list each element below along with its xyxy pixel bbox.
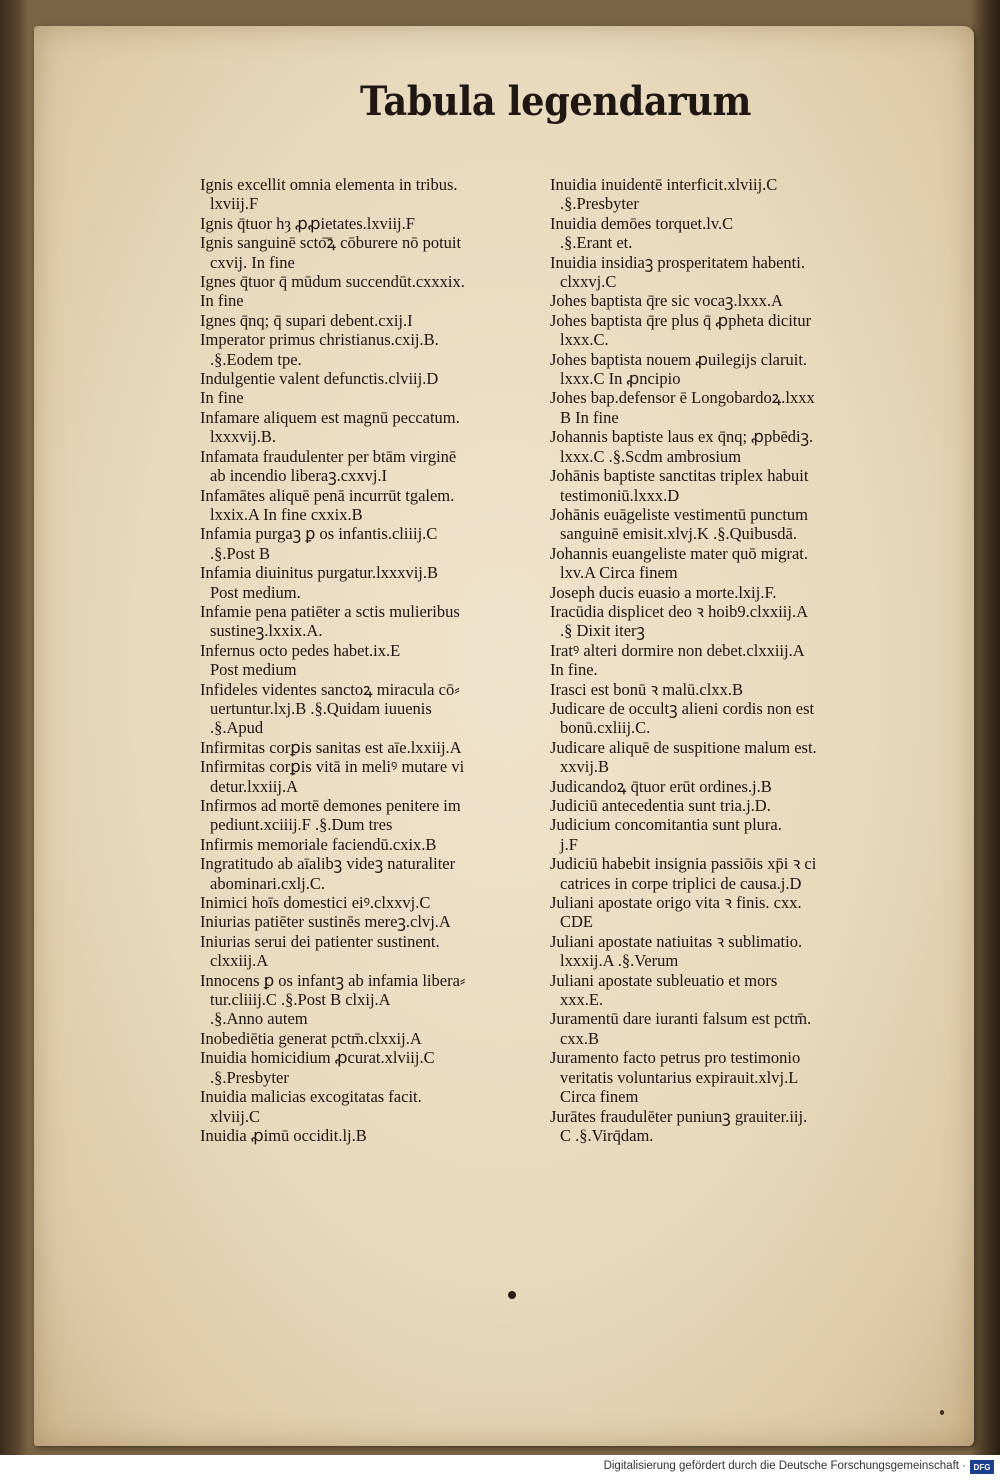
- index-entry-line: Imperator primus christianus.cxij.B.: [200, 330, 439, 350]
- index-entry-line: C .§.Virq̄dam.: [560, 1125, 654, 1145]
- index-column-left: [200, 175, 530, 1145]
- index-entry-line: uertuntur.lxj.B .§.Quidam iuuenis: [210, 698, 432, 718]
- index-entry-line: lxxx.C.: [560, 330, 609, 350]
- index-entry-line: Inimici hoīs domestici eiꝰ.clxxvj.C: [200, 893, 431, 913]
- index-entry-line: Infernus octo pedes habet.ix.E: [200, 640, 401, 660]
- index-entry-line: sanguinē emisit.xlvj.K .§.Quibusdā.: [560, 524, 797, 544]
- index-entry-line: .§.Erant et.: [560, 233, 633, 253]
- index-entry-line: CDE: [560, 912, 593, 932]
- index-entry-line: bonū.cxliij.C.: [560, 718, 651, 738]
- index-entry-line: Innocens ꝑ os infantꝫ ab infamia libera⸗: [200, 970, 466, 990]
- index-entry-line: Circa finem: [560, 1087, 639, 1107]
- index-entry-line: Juramentū dare iuranti falsum est pctm̄.: [550, 1009, 812, 1029]
- index-entry-line: Johes baptista q̄re sic vocaꝫ.lxxx.A: [550, 291, 783, 311]
- index-entry-line: Infamata fraudulenter per btām virginē: [200, 446, 457, 466]
- index-entry-line: clxxvj.C: [560, 272, 617, 292]
- index-entry-line: .§.Presbyter: [560, 194, 639, 214]
- index-entry-line: detur.lxxiij.A: [210, 776, 298, 796]
- index-entry-line: cxx.B: [560, 1028, 599, 1048]
- index-entry-line: Johes bap.defensor ē Longobardoꝝ.lxxx: [550, 388, 815, 408]
- index-entry-line: In fine.: [550, 660, 598, 680]
- index-entry-line: Infamātes aliquē penā incurrūt tgalem.: [200, 485, 455, 505]
- index-entry-line: Johannis euangeliste mater quō migrat.: [550, 543, 808, 563]
- index-entry-line: Post medium: [210, 660, 297, 680]
- ink-dot: [508, 1291, 516, 1299]
- index-entry-line: Post medium.: [210, 582, 301, 602]
- ink-mark: [940, 1410, 944, 1415]
- index-entry-line: .§.Post B: [210, 543, 271, 563]
- index-entry-line: Ingratitudo ab aīalibꝫ videꝫ naturaliter: [200, 854, 456, 874]
- index-entry-line: Irasci est bonū ꝛ malū.clxx.B: [550, 679, 743, 699]
- index-entry-line: lxxxij.A .§.Verum: [560, 951, 679, 971]
- index-entry-line: Inuidia insidiaꝫ prosperitatem habenti.: [550, 252, 805, 272]
- index-entry-line: Infamia purgaꝫ ꝑ os infantis.cliiij.C: [200, 524, 438, 544]
- index-entry-line: testimoniū.lxxx.D: [560, 485, 680, 505]
- index-entry-line: Judiciū habebit insignia passiōis xp̄i ꝛ ci: [550, 854, 817, 874]
- index-entry-line: Inuidia malicias excogitatas facit.: [200, 1087, 422, 1107]
- index-entry-line: cxvij. In fine: [210, 252, 295, 272]
- index-entry-line: Infirmitas corꝑis sanitas est aīe.lxxiij.A: [200, 737, 462, 757]
- index-entry-line: Infamia diuinitus purgatur.lxxxvij.B: [200, 563, 439, 583]
- index-entry-line: lxv.A Circa finem: [560, 563, 678, 583]
- index-entry-line: lxviij.F: [210, 194, 259, 214]
- index-entry-line: Ignes q̄tuor q̄ mūdum succendūt.cxxxix.: [200, 272, 465, 292]
- index-entry-line: abominari.cxlj.C.: [210, 873, 326, 893]
- index-entry-line: Iniurias serui dei patienter sustinent.: [200, 931, 440, 951]
- index-entry-line: Iniurias patiēter sustinēs mereꝫ.clvj.A: [200, 912, 451, 932]
- index-entry-line: Juliani apostate natiuitas ꝛ sublimatio.: [550, 931, 803, 951]
- dfg-logo-icon: DFG: [970, 1460, 994, 1474]
- index-entry-line: Johānis euāgeliste vestimentū punctum: [550, 504, 808, 524]
- index-entry-line: pediunt.xciiij.F .§.Dum tres: [210, 815, 393, 835]
- index-entry-line: Judicium concomitantia sunt plura.: [550, 815, 782, 835]
- index-entry-line: Inobediētia generat pctm̄.clxxij.A: [200, 1028, 422, 1048]
- index-entry-line: lxxix.A In fine cxxix.B: [210, 504, 363, 524]
- index-entry-line: .§.Presbyter: [210, 1067, 289, 1087]
- index-entry-line: In fine: [200, 291, 244, 311]
- index-entry-line: xxx.E.: [560, 990, 604, 1010]
- index-entry-line: xxvij.B: [560, 757, 610, 777]
- index-entry-line: xlviij.C: [210, 1106, 260, 1126]
- index-entry-line: Ignis sanguinē scto͞ꝝ cōburere nō potuit: [200, 233, 462, 253]
- index-entry-line: Inuidia homicidium ꝓcurat.xlviij.C: [200, 1048, 435, 1068]
- index-entry-line: lxxx.C In ꝓncipio: [560, 369, 681, 389]
- index-entry-line: lxxx.C .§.Scdm ambrosium: [560, 446, 742, 466]
- index-entry-line: Johannis baptiste laus ex q̄nq; ꝓpbēdiꝫ.: [550, 427, 814, 447]
- index-entry-line: clxxiij.A: [210, 951, 269, 971]
- funding-credit: Digitalisierung gefördert durch die Deutsche Forschungsgemeinschaft ·: [603, 1460, 966, 1472]
- index-entry-line: .§.Eodem tpe.: [210, 349, 302, 369]
- index-entry-line: Indulgentie valent defunctis.clviij.D: [200, 369, 439, 389]
- index-entry-line: Judicare de occultꝫ alieni cordis non est: [550, 698, 815, 718]
- index-entry-line: Inuidia demōes torquet.lv.C: [550, 213, 734, 233]
- index-column-right: [550, 175, 880, 1145]
- index-entry-line: Ignis q̄tuor hȝ ꝓꝓietates.lxviij.F: [200, 213, 415, 233]
- index-entry-line: In fine: [200, 388, 244, 408]
- index-entry-line: j.F: [560, 834, 578, 854]
- index-entry-line: Infamare aliquem est magnū peccatum.: [200, 407, 460, 427]
- index-entry-line: Juramento facto petrus pro testimonio: [550, 1048, 801, 1068]
- index-entry-line: .§ Dixit iterꝫ: [560, 621, 645, 641]
- index-entry-line: Infamie pena patiēter a sctis mulieribus: [200, 601, 460, 621]
- index-entry-line: Judiciū antecedentia sunt tria.j.D.: [550, 796, 771, 815]
- index-entry-line: Ignes q̄nq; q̄ supari debent.cxij.I: [200, 310, 413, 330]
- index-entry-line: lxxxvij.B.: [210, 427, 277, 447]
- index-entry-line: .§.Apud: [210, 718, 264, 738]
- index-entry-line: Infirmos ad mortē demones penitere im: [200, 796, 461, 815]
- index-entry-line: Judicare aliquē de suspitione malum est.: [550, 737, 817, 757]
- index-entry-line: sustineꝫ.lxxix.A.: [210, 621, 323, 641]
- index-entry-line: .§.Anno autem: [210, 1009, 308, 1029]
- index-entry-line: Johes baptista q̄re plus q̄ ꝓpheta dicitur: [550, 310, 812, 330]
- index-entry-line: Joseph ducis euasio a morte.lxij.F.: [550, 582, 777, 602]
- index-entry-line: Infideles videntes sanctoꝝ miracula cō⸗: [200, 679, 460, 699]
- index-entry-line: Judicandoꝝ q̄tuor erūt ordines.j.B: [550, 776, 772, 796]
- index-entry-line: Jurātes fraudulēter puniunꝫ grauiter.iij.: [550, 1106, 808, 1126]
- index-entry-line: B In fine: [560, 407, 619, 427]
- index-entry-line: Infirmitas corꝑis vitā in meliꝰ mutare vi: [200, 757, 465, 777]
- index-entry-line: Ignis excellit omnia elementa in tribus.: [200, 175, 458, 194]
- index-entry-line: Johānis baptiste sanctitas triplex habuit: [550, 466, 809, 486]
- index-entry-line: Infirmis memoriale faciendū.cxix.B: [200, 834, 437, 854]
- index-entry-line: catrices in corpe triplici de causa.j.D: [560, 873, 802, 893]
- index-entry-line: Inuidia ꝓimū occidit.lj.B: [200, 1125, 367, 1145]
- index-entry-line: veritatis voluntarius expirauit.xlvj.L: [560, 1067, 799, 1087]
- index-entry-line: Iratꝰ alteri dormire non debet.clxxiij.A: [550, 640, 805, 660]
- index-entry-line: Juliani apostate origo vita ꝛ finis. cxx.: [550, 893, 802, 913]
- index-entry-line: tur.cliiij.C .§.Post B clxij.A: [210, 990, 391, 1010]
- footer-bar: [0, 1455, 1000, 1481]
- index-entry-line: Johes baptista nouem ꝓuilegijs claruit.: [550, 349, 808, 369]
- page-heading: Tabula legendarum: [360, 78, 751, 125]
- index-entry-line: Juliani apostate subleuatio et mors: [550, 970, 778, 990]
- index-entry-line: ab incendio liberaꝫ.cxxvj.I: [210, 466, 388, 486]
- index-entry-line: Iracūdia displicet deo ꝛ hoib9.clxxiij.A: [550, 601, 809, 621]
- index-entry-line: Inuidia inuidentē interficit.xlviij.C: [550, 175, 778, 194]
